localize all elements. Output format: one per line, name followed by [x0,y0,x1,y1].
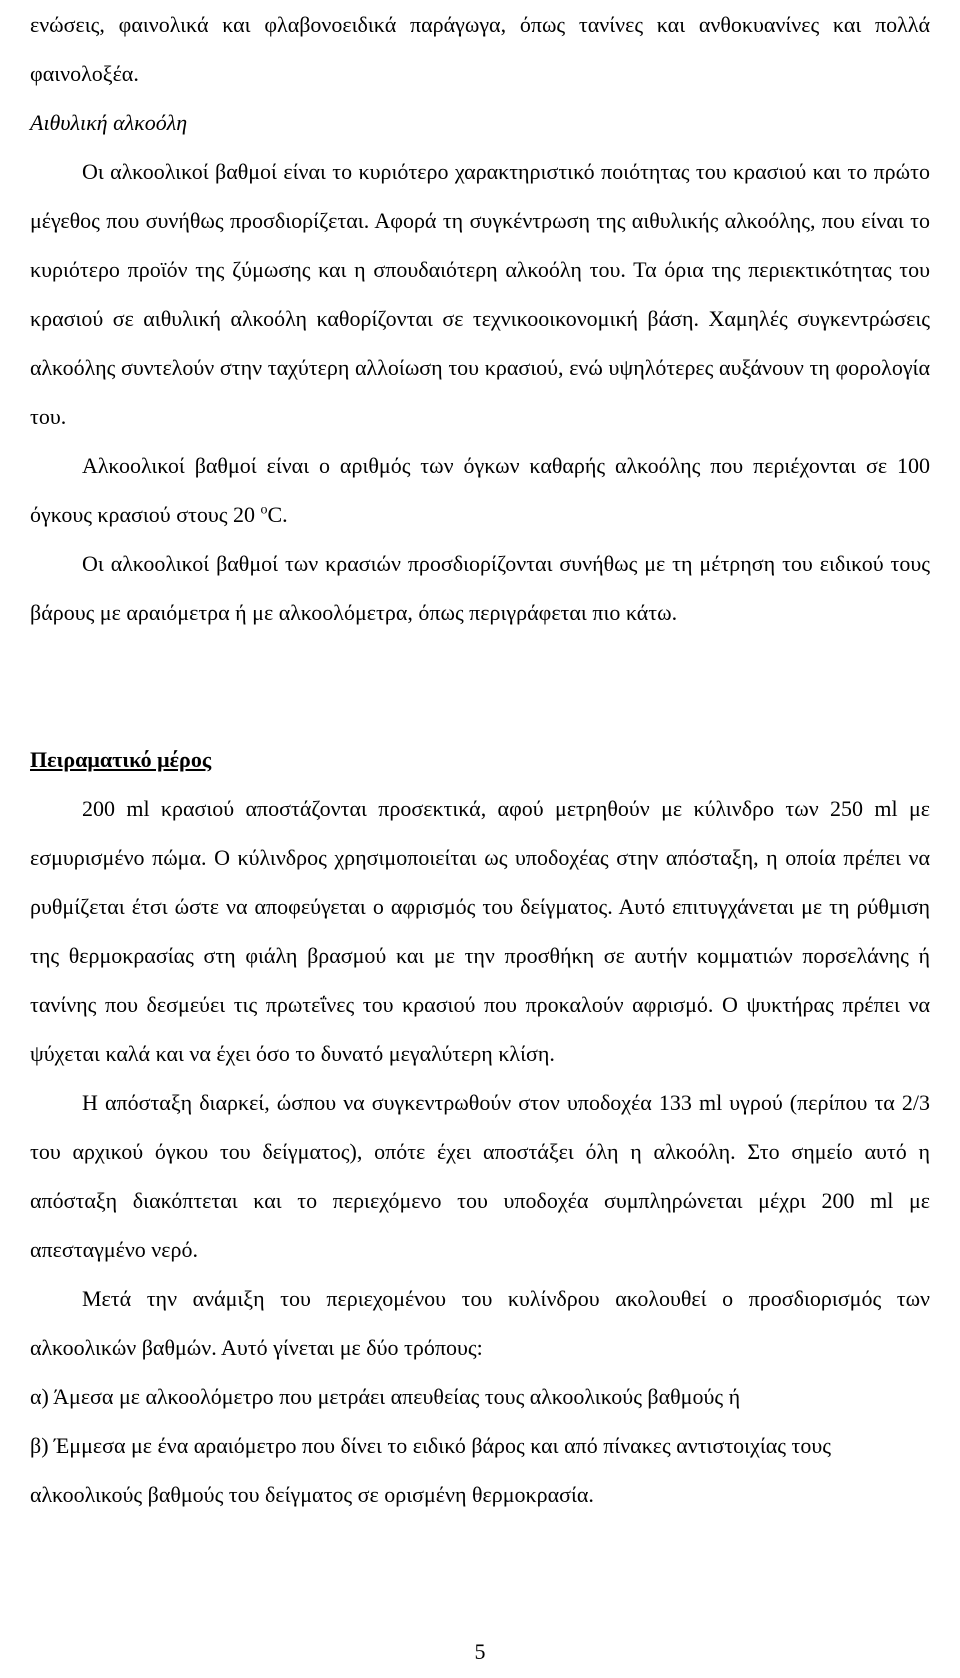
intro-fragment: ενώσεις, φαινολικά και φλαβονοειδικά παράγωγα, όπως τανίνες και ανθοκυανίνες και πολλά φαινολοξέα. [30,12,930,86]
document-body [30,0,930,1519]
paragraph-definition [30,441,930,539]
paragraph-mixing: Μετά την ανάμιξη του περιεχομένου του κυλίνδρου ακολουθεί ο προσδιορισμός των αλκοολικών βαθμών. Αυτό γίνεται με δύο τρόπους: [30,1286,930,1360]
list-item-b: β) Έμμεσα με ένα αραιόμετρο που δίνει το ειδικό βάρος και από πίνακες αντιστοιχίας τους αλκοολικούς βαθμούς του δείγματος σε ορισμένη θερμοκρασία. [30,1433,831,1507]
subheading-ethyl-alcohol: Αιθυλική αλκοόλη [30,110,188,135]
degree-superscript: o [260,502,268,518]
section-heading-experimental: Πειραματικό μέρος [30,747,212,772]
definition-text: Αλκοολικοί βαθμοί είναι ο αριθμός των όγκων καθαρής αλκοόλης που περιέχονται σε 100 όγκους κρασιού στους 20 [30,453,930,527]
list-item-a: α) Άμεσα με αλκοολόμετρο που μετράει απευθείας τους αλκοολικούς βαθμούς ή [30,1384,741,1409]
paragraph-alcohol-degrees: Οι αλκοολικοί βαθμοί είναι το κυριότερο χαρακτηριστικό ποιότητας του κρασιού και το πρώτο μέγεθος που συνήθως προσδιορίζεται. Αφορά τη συγκέντρωση της αιθυλικής αλκοόλης, που είναι το κυριότερο προϊόν της ζύμωσης και η σπουδαιότερη αλκοόλη του. Τα όρια της περιεκτικότητας του κρασιού σε αιθυλική αλκοόλη καθορίζονται σε τεχνικοοικονομική βάση. Χαμηλές συγκεντρώσεις αλκοόλης συντελούν στην ταχύτερη αλλοίωση του κρασιού, ενώ υψηλότερες αυξάνουν τη φορολογία του. [30,159,930,429]
paragraph-determination: Οι αλκοολικοί βαθμοί των κρασιών προσδιορίζονται συνήθως με τη μέτρηση του ειδικού τους βάρους με αραιόμετρα ή με αλκοολόμετρα, όπως περιγράφεται πιο κάτω. [30,551,930,625]
page-number: 5 [474,1639,486,1664]
paragraph-distillation-duration: Η απόσταξη διαρκεί, ώσπου να συγκεντρωθούν στον υποδοχέα 133 ml υγρού (περίπου τα 2/3 του αρχικού όγκου του δείγματος), οπότε έχει αποστάξει όλη η αλκοόλη. Στο σημείο αυτό η απόσταξη διακόπτεται και το περιεχόμενο του υποδοχέα συμπληρώνεται μέχρι 200 ml με απεσταγμένο νερό. [30,1090,930,1262]
definition-unit: C. [267,502,288,527]
paragraph-distillation: 200 ml κρασιού αποστάζονται προσεκτικά, αφού μετρηθούν με κύλινδρο των 250 ml με εσμυρισμένο πώμα. Ο κύλινδρος χρησιμοποιείται ως υποδοχέας στην απόσταξη, η οποία πρέπει να ρυθμίζεται έτσι ώστε να αποφεύγεται ο αφρισμός του δείγματος. Αυτό επιτυγχάνεται με τη ρύθμιση της θερμοκρασίας στη φιάλη βρασμού και με την προσθήκη σε αυτήν κομματιών πορσελάνης ή τανίνης που δεσμεύει τις πρωτεΐνες του κρασιού που προκαλούν αφρισμό. Ο ψυκτήρας πρέπει να ψύχεται καλά και να έχει όσο το δυνατό μεγαλύτερη κλίση. [30,796,930,1066]
